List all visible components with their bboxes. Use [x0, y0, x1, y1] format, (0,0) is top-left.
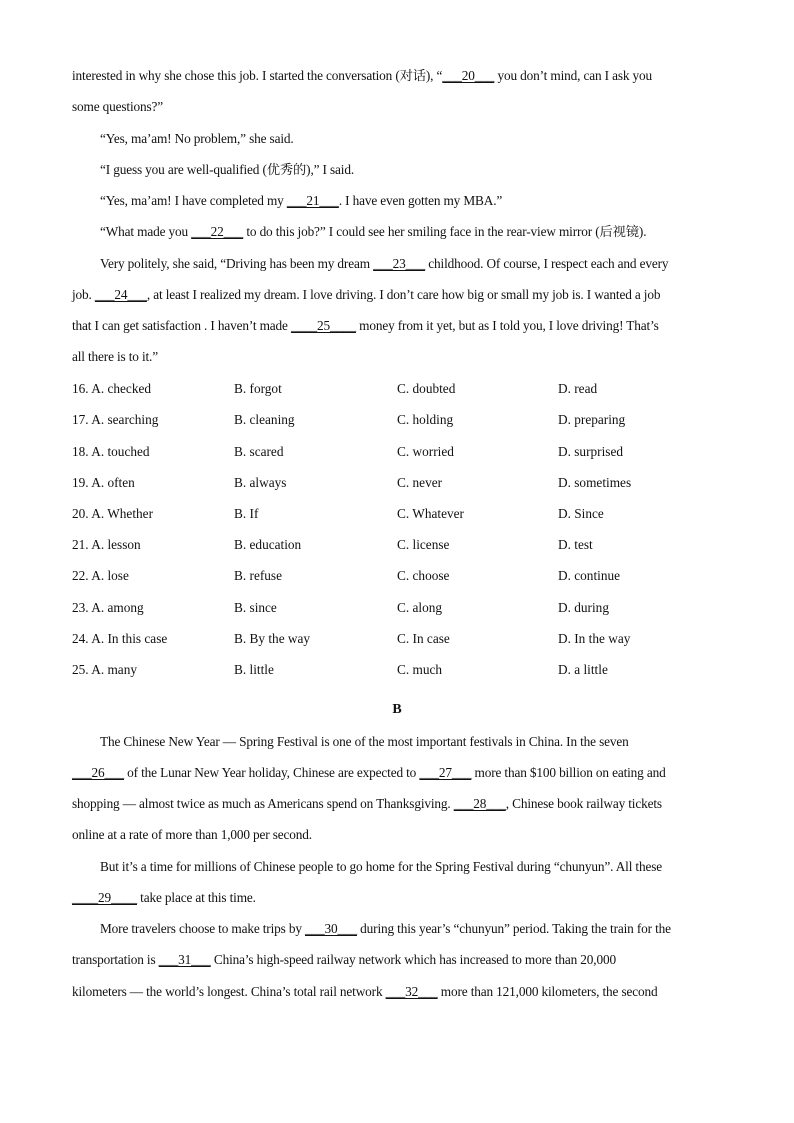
- blank-22: ___22___: [191, 224, 244, 239]
- passage-a-line-1: [72, 68, 652, 84]
- section-title-b: B: [392, 702, 402, 717]
- passage-b-line-4: [72, 827, 312, 843]
- option-a: 24. A. In this case: [72, 631, 168, 646]
- option-row-23: [72, 600, 722, 616]
- option-b: B. always: [234, 475, 287, 490]
- option-b: B. scared: [234, 444, 284, 459]
- option-row-22: [72, 568, 722, 584]
- option-a: 16. A. checked: [72, 381, 152, 396]
- text: you don’t mind, can I ask you: [494, 68, 653, 83]
- passage-a-line-3: [100, 131, 294, 147]
- option-row-21: [72, 537, 722, 553]
- option-d: D. preparing: [558, 412, 626, 427]
- option-b: B. education: [234, 537, 302, 552]
- text: transportation is: [72, 952, 159, 967]
- option-c: C. worried: [397, 444, 454, 459]
- text: . I have even gotten my MBA.”: [338, 193, 503, 208]
- text: online at a rate of more than 1,000 per second.: [72, 827, 312, 842]
- option-b: B. forgot: [234, 381, 282, 396]
- option-row-16: [72, 381, 722, 397]
- blank-27: ___27___: [419, 765, 472, 780]
- option-d: D. test: [558, 537, 593, 552]
- option-b: B. cleaning: [234, 412, 295, 427]
- option-d: D. during: [558, 600, 609, 615]
- blank-31: ___31___: [158, 952, 211, 967]
- text: , at least I realized my dream. I love driving. I don’t care how big or small my job is. I wanted a job: [146, 287, 661, 302]
- option-c: C. choose: [397, 568, 450, 583]
- option-a: 25. A. many: [72, 662, 138, 677]
- option-d: D. sometimes: [558, 475, 632, 490]
- text: The Chinese New Year — Spring Festival is one of the most important festivals in China. In the seven: [100, 734, 629, 749]
- option-d: D. continue: [558, 568, 621, 583]
- passage-b-line-9: [72, 984, 657, 1000]
- option-c: C. along: [397, 600, 443, 615]
- option-a: 23. A. among: [72, 600, 144, 615]
- passage-b-line-6: [72, 890, 256, 906]
- option-a: 19. A. often: [72, 475, 135, 490]
- option-b: B. refuse: [234, 568, 282, 583]
- text: “Yes, ma’am! I have completed my: [100, 193, 287, 208]
- blank-25: ____25____: [290, 318, 356, 333]
- text: “I guess you are well-qualified (优秀的),” I said.: [100, 162, 354, 177]
- text: some questions?”: [72, 99, 164, 114]
- text: interested in why she chose this job. I started the conversation (对话), “: [72, 68, 443, 83]
- text: of the Lunar New Year holiday, Chinese are expected to: [124, 765, 420, 780]
- option-a: 18. A. touched: [72, 444, 150, 459]
- passage-b-line-1: [100, 734, 629, 750]
- option-c: C. holding: [397, 412, 454, 427]
- option-d: D. Since: [558, 506, 604, 521]
- blank-20: ___20___: [442, 68, 495, 83]
- passage-a-line-7: [100, 256, 668, 272]
- text: job.: [72, 287, 95, 302]
- option-b: B. since: [234, 600, 277, 615]
- option-row-19: [72, 475, 722, 491]
- passage-a-line-10: [72, 349, 158, 365]
- text: But it’s a time for millions of Chinese people to go home for the Spring Festival during “chunyun”. All these: [100, 859, 662, 874]
- blank-28: ___28___: [453, 796, 506, 811]
- option-a: 20. A. Whether: [72, 506, 153, 521]
- option-c: C. license: [397, 537, 450, 552]
- option-a: 22. A. lose: [72, 568, 129, 583]
- option-d: D. In the way: [558, 631, 631, 646]
- option-b: B. If: [234, 506, 259, 521]
- option-row-20: [72, 506, 722, 522]
- text: Very politely, she said, “Driving has been my dream: [100, 256, 374, 271]
- text: kilometers — the world’s longest. China’s total rail network: [72, 984, 386, 999]
- text: during this year’s “chunyun” period. Taking the train for the: [357, 921, 671, 936]
- passage-b-line-7: [100, 921, 671, 937]
- blank-32: ___32___: [385, 984, 438, 999]
- option-row-25: [72, 662, 722, 678]
- text: More travelers choose to make trips by: [100, 921, 305, 936]
- option-d: D. a little: [558, 662, 608, 677]
- text: shopping — almost twice as much as Americans spend on Thanksgiving.: [72, 796, 454, 811]
- text: , Chinese book railway tickets: [505, 796, 662, 811]
- option-b: B. By the way: [234, 631, 311, 646]
- text: all there is to it.”: [72, 349, 158, 364]
- blank-23: ___23___: [373, 256, 426, 271]
- passage-a-line-8: [72, 287, 660, 303]
- option-d: D. surprised: [558, 444, 623, 459]
- option-a: 17. A. searching: [72, 412, 159, 427]
- passage-b-line-8: [72, 952, 616, 968]
- text: more than 121,000 kilometers, the second: [437, 984, 658, 999]
- blank-26: ___26___: [72, 765, 124, 780]
- text: China’s high-speed railway network which has increased to more than 20,000: [210, 952, 616, 967]
- text: “What made you: [100, 224, 192, 239]
- passage-a-line-6: [100, 224, 646, 240]
- passage-b-line-5: [100, 859, 662, 875]
- passage-a-line-5: [100, 193, 502, 209]
- text: that I can get satisfaction . I haven’t made: [72, 318, 291, 333]
- option-d: D. read: [558, 381, 598, 396]
- passage-a-line-2: [72, 99, 163, 115]
- option-c: C. never: [397, 475, 443, 490]
- blank-29: ____29____: [72, 890, 137, 905]
- option-row-17: [72, 412, 722, 428]
- blank-21: ___21___: [286, 193, 339, 208]
- text: more than $100 billion on eating and: [471, 765, 666, 780]
- option-row-24: [72, 631, 722, 647]
- text: childhood. Of course, I respect each and every: [425, 256, 669, 271]
- option-a: 21. A. lesson: [72, 537, 141, 552]
- blank-24: ___24___: [94, 287, 147, 302]
- text: money from it yet, but as I told you, I love driving! That’s: [355, 318, 659, 333]
- option-c: C. doubted: [397, 381, 456, 396]
- option-b: B. little: [234, 662, 274, 677]
- passage-a-line-9: [72, 318, 659, 334]
- option-c: C. In case: [397, 631, 450, 646]
- passage-b-line-2: [72, 765, 666, 781]
- passage-b-line-3: [72, 796, 662, 812]
- text: “Yes, ma’am! No problem,” she said.: [100, 131, 294, 146]
- option-c: C. much: [397, 662, 443, 677]
- text: take place at this time.: [137, 890, 256, 905]
- blank-30: ___30___: [305, 921, 357, 936]
- option-c: C. Whatever: [397, 506, 464, 521]
- text: to do this job?” I could see her smiling face in the rear-view mirror (后视镜).: [243, 224, 647, 239]
- option-row-18: [72, 444, 722, 460]
- passage-a-line-4: [100, 162, 354, 178]
